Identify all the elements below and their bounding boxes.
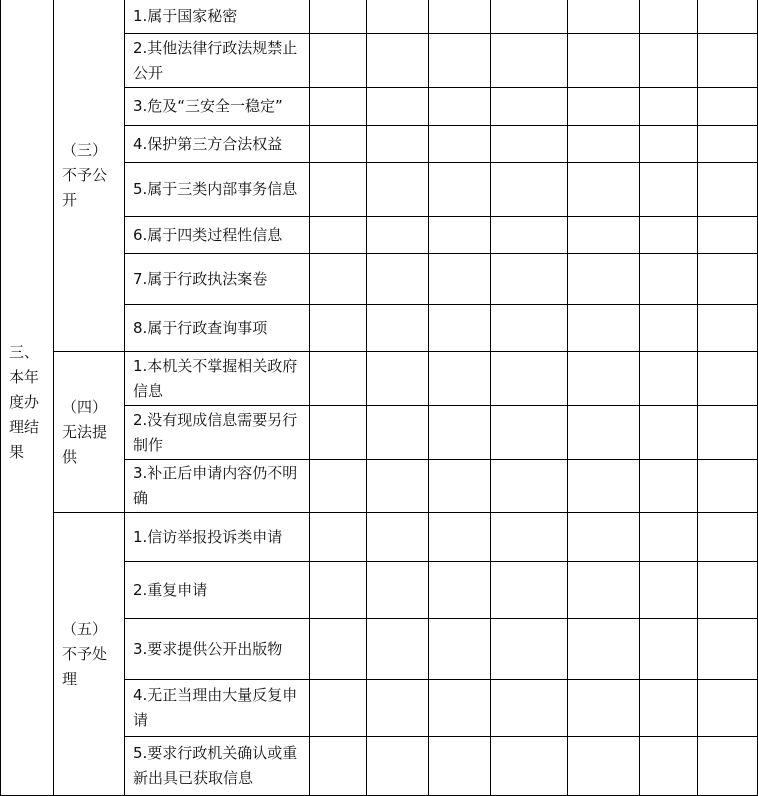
value-cell: [698, 88, 758, 126]
value-cell: [640, 460, 698, 513]
item-label: 2.重复申请: [124, 562, 309, 619]
value-cell: [698, 619, 758, 680]
value-cell: [640, 0, 698, 34]
value-cell: [568, 619, 640, 680]
value-cell: [491, 217, 568, 254]
value-cell: [491, 352, 568, 406]
value-cell: [491, 163, 568, 217]
value-cell: [698, 406, 758, 460]
value-cell: [640, 513, 698, 562]
value-cell: [698, 460, 758, 513]
value-cell: [428, 352, 491, 406]
value-cell: [428, 88, 491, 126]
value-cell: [428, 305, 491, 352]
value-cell: [309, 406, 366, 460]
value-cell: [698, 680, 758, 737]
value-cell: [366, 352, 428, 406]
value-cell: [698, 163, 758, 217]
value-cell: [428, 254, 491, 305]
value-cell: [568, 352, 640, 406]
item-label: 3.危及“三安全一稳定”: [124, 88, 309, 126]
value-cell: [698, 217, 758, 254]
value-cell: [428, 460, 491, 513]
value-cell: [428, 217, 491, 254]
value-cell: [568, 126, 640, 163]
item-label: 5.要求行政机关确认或重新出具已获取信息: [124, 737, 309, 796]
value-cell: [568, 680, 640, 737]
value-cell: [640, 126, 698, 163]
value-cell: [698, 34, 758, 88]
item-label: 1.本机关不掌握相关政府信息: [124, 352, 309, 406]
value-cell: [309, 619, 366, 680]
value-cell: [640, 88, 698, 126]
value-cell: [491, 126, 568, 163]
value-cell: [640, 217, 698, 254]
value-cell: [568, 460, 640, 513]
value-cell: [491, 88, 568, 126]
value-cell: [366, 619, 428, 680]
value-cell: [568, 305, 640, 352]
value-cell: [568, 562, 640, 619]
item-label: 1.信访举报投诉类申请: [124, 513, 309, 562]
value-cell: [309, 163, 366, 217]
value-cell: [309, 737, 366, 796]
value-cell: [366, 0, 428, 34]
item-label: 4.保护第三方合法权益: [124, 126, 309, 163]
value-cell: [568, 0, 640, 34]
value-cell: [309, 460, 366, 513]
value-cell: [309, 126, 366, 163]
value-cell: [491, 406, 568, 460]
value-cell: [366, 217, 428, 254]
value-cell: [428, 34, 491, 88]
value-cell: [309, 217, 366, 254]
table-row: [1, 352, 758, 406]
value-cell: [366, 460, 428, 513]
item-label: 8.属于行政查询事项: [124, 305, 309, 352]
value-cell: [366, 163, 428, 217]
value-cell: [491, 34, 568, 88]
value-cell: [428, 163, 491, 217]
value-cell: [366, 406, 428, 460]
value-cell: [428, 619, 491, 680]
value-cell: [568, 254, 640, 305]
value-cell: [428, 680, 491, 737]
value-cell: [491, 737, 568, 796]
value-cell: [698, 305, 758, 352]
value-cell: [428, 562, 491, 619]
value-cell: [491, 562, 568, 619]
value-cell: [568, 513, 640, 562]
value-cell: [309, 680, 366, 737]
item-label: 2.没有现成信息需要另行制作: [124, 406, 309, 460]
value-cell: [366, 126, 428, 163]
item-label: 3.要求提供公开出版物: [124, 619, 309, 680]
value-cell: [309, 0, 366, 34]
item-label: 4.无正当理由大量反复申请: [124, 680, 309, 737]
value-cell: [491, 513, 568, 562]
value-cell: [428, 406, 491, 460]
value-cell: [568, 217, 640, 254]
value-cell: [428, 0, 491, 34]
item-label: 3.补正后申请内容仍不明确: [124, 460, 309, 513]
section-label: 三、本年度办理结果: [1, 0, 54, 796]
value-cell: [491, 680, 568, 737]
value-cell: [568, 163, 640, 217]
value-cell: [568, 34, 640, 88]
value-cell: [309, 254, 366, 305]
value-cell: [366, 254, 428, 305]
value-cell: [366, 680, 428, 737]
value-cell: [698, 562, 758, 619]
value-cell: [640, 254, 698, 305]
value-cell: [640, 34, 698, 88]
value-cell: [698, 513, 758, 562]
value-cell: [366, 34, 428, 88]
value-cell: [491, 0, 568, 34]
value-cell: [309, 305, 366, 352]
results-table-body: [1, 0, 758, 796]
value-cell: [491, 254, 568, 305]
value-cell: [366, 562, 428, 619]
value-cell: [640, 406, 698, 460]
value-cell: [568, 88, 640, 126]
item-label: 6.属于四类过程性信息: [124, 217, 309, 254]
value-cell: [568, 737, 640, 796]
group-label: （五）不予处理: [53, 513, 124, 796]
value-cell: [640, 352, 698, 406]
value-cell: [640, 305, 698, 352]
table-row: [1, 513, 758, 562]
value-cell: [309, 88, 366, 126]
value-cell: [428, 513, 491, 562]
value-cell: [640, 680, 698, 737]
item-label: 2.其他法律行政法规禁止公开: [124, 34, 309, 88]
value-cell: [698, 0, 758, 34]
value-cell: [309, 562, 366, 619]
value-cell: [428, 126, 491, 163]
group-label: （三）不予公开: [53, 0, 124, 352]
value-cell: [568, 406, 640, 460]
item-label: 5.属于三类内部事务信息: [124, 163, 309, 217]
value-cell: [309, 352, 366, 406]
value-cell: [491, 460, 568, 513]
value-cell: [366, 305, 428, 352]
value-cell: [366, 737, 428, 796]
value-cell: [640, 737, 698, 796]
value-cell: [640, 619, 698, 680]
value-cell: [309, 513, 366, 562]
value-cell: [698, 254, 758, 305]
value-cell: [698, 126, 758, 163]
value-cell: [698, 737, 758, 796]
value-cell: [428, 737, 491, 796]
item-label: 7.属于行政执法案卷: [124, 254, 309, 305]
table-row: [1, 0, 758, 34]
value-cell: [491, 619, 568, 680]
value-cell: [640, 562, 698, 619]
item-label: 1.属于国家秘密: [124, 0, 309, 34]
group-label: （四）无法提供: [53, 352, 124, 513]
value-cell: [309, 34, 366, 88]
value-cell: [366, 513, 428, 562]
value-cell: [491, 305, 568, 352]
value-cell: [366, 88, 428, 126]
value-cell: [640, 163, 698, 217]
value-cell: [698, 352, 758, 406]
